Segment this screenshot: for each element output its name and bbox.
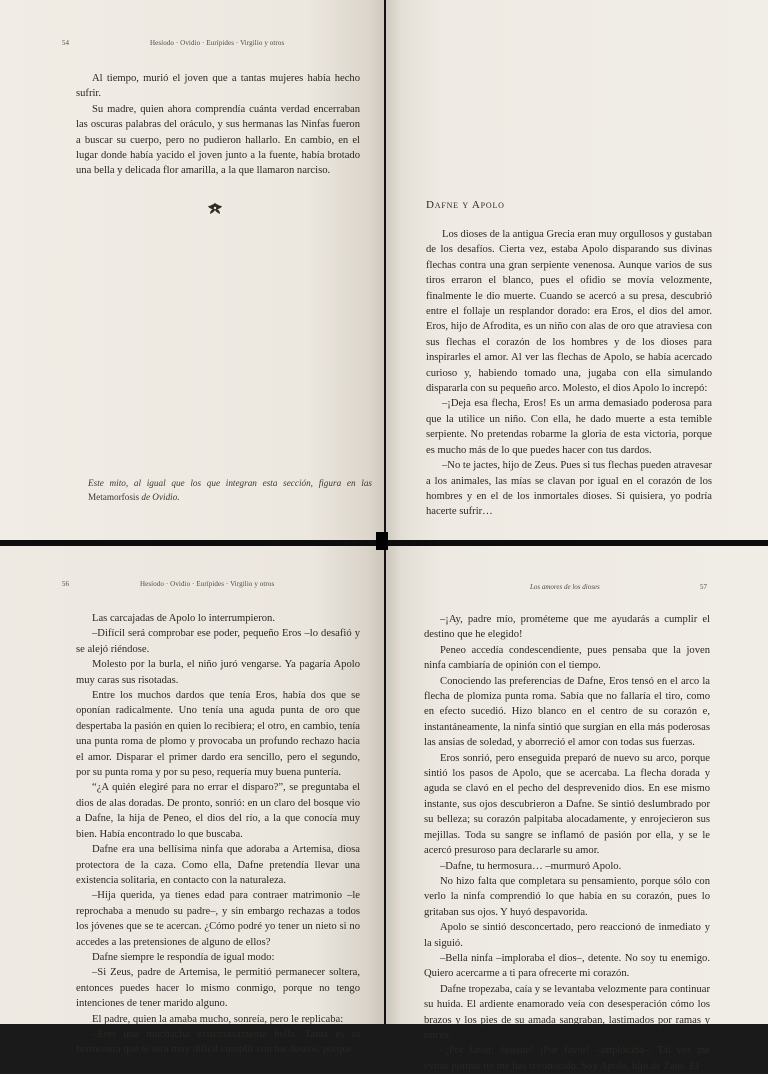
- paragraph: Dafne tropezaba, caía y se levantaba velozmente para continuar su huida. El ardiente enamorado veía con desesperación cómo los brazos y los pies de su amada sangraban, lastimados por ramas y raíces.: [424, 983, 710, 1041]
- footnote-text: Este mito, al igual que los que integran esta sección, figura en las: [88, 478, 372, 488]
- paragraph: Peneo accedía condescendiente, pues pensaba que la joven ninfa cambiaría de opinión con el tiempo.: [424, 644, 710, 672]
- paragraph: –Dafne, tu hermosura… –murmuró Apolo.: [440, 860, 622, 872]
- paragraph: Los dioses de la antigua Grecia eran muy orgullosos y gustaban de los desafíos. Cierta vez, estaba Apolo disparando sus divinas flechas contra una gran serpiente venenosa. Aunque varios de sus tiros erraron el blanco, pues el ofidio se movía velozmente, finalmente le dio muerte. Cuando se acercó a su presa, descubrió entre el follaje un resplandor dorado: era Eros, el dios del amor. Eros, hijo de Afrodita, es un niño con alas de oro que atraviesa con sus flechas el corazón de los hombres y de los dioses para inspirarles el amor. Al ver las flechas de Apolo, se había acercado curioso y, habiendo tomado una, jugaba con ella simulando dispararla con su pequeño arco. Molesto, el dios Apolo lo increpó:: [426, 229, 712, 395]
- page-number: 54: [62, 39, 69, 47]
- paragraph: Apolo se sintió desconcertado, pero reaccionó de inmediato y la siguió.: [424, 922, 710, 949]
- paragraph: –Eres una muchacha extremadamente bella. Tanta es tu hermosura que te será muy difícil cumplir con tus deseos, porque: [76, 1028, 360, 1056]
- paragraph: –¡Por favor, detente! ¡Por favor! –imploraba–. Tal vez me evitas porque no me has reconocido. Soy Apolo, hijo de Zeus. El: [424, 1045, 710, 1072]
- paragraph: –¡Deja esa flecha, Eros! Es un arma demasiado poderosa para que la utilice un niño. Con ella, he dado muerte a esta temible serpiente. No pretendas robarme la gloria de esta victoria, porque es mucho más de lo que puedes hacer con tus dardos.: [426, 398, 712, 456]
- footnote: [88, 477, 372, 504]
- page-number: 56: [62, 580, 69, 588]
- paragraph: Su madre, quien ahora comprendía cuánta verdad encerraban las oscuras palabras del oráculo, y sus hermanas las Ninfas fueron a buscar su cuerpo, pero no pudieron hallarlo. En cambio, en el lugar donde había yacido el joven junto a la fuente, había brotado una bella y delicada flor amarilla, a la que llamaron narciso.: [76, 103, 360, 177]
- section-title: Dafne y Apolo: [426, 199, 505, 211]
- text-column: [76, 611, 360, 1058]
- paragraph: Eros sonrió, pero enseguida preparó de nuevo su arco, porque sintió los pasos de Apolo, que se acercaba. La flecha dorada y aguda se clavó en el pecho del desprevenido dios. En ese mismo instante, sus ojos descubrieron a Dafne. Se sintió deslumbrado por su belleza; su corazón palpitaba alocadamente, y enrojecieron sus mejillas. Toda su sangre se inflamó de pasión por ella, y se le acercó presuroso para declararle su amor.: [424, 752, 710, 857]
- paragraph: El padre, quien la amaba mucho, sonreía, pero le replicaba:: [92, 1013, 344, 1025]
- paragraph: Las carcajadas de Apolo lo interrumpieron.: [92, 613, 275, 624]
- running-head: Los amores de los dioses: [530, 583, 600, 591]
- paragraph: Al tiempo, murió el joven que a tantas mujeres había hecho sufrir.: [76, 73, 360, 100]
- paragraph: –Bella ninfa –imploraba el dios–, detente. No soy tu enemigo. Quiero acercarme a ti para ofrecerte mi corazón.: [424, 952, 710, 980]
- text-column: [426, 227, 712, 520]
- footnote-end: de Ovidio.: [141, 491, 180, 502]
- running-head: Hesíodo · Ovidio · Eurípides · Virgilio y otros: [140, 580, 275, 588]
- paragraph: –Hija querida, ya tienes edad para contraer matrimonio –le reprochaba a menudo su padre–, y sin embargo rechazas a todos los jóvenes que se te acercan. ¿Cómo podré yo tener un nieto si no accedes a las pretensiones de alguno de ellos?: [76, 890, 360, 948]
- paragraph: Dafne siempre le respondía de igual modo:: [92, 951, 275, 963]
- paragraph: “¿A quién elegiré para no errar el disparo?”, se preguntaba el dios de alas doradas. De pronto, sonrió: en un claro del bosque vio a Dafne, la hija de Peneo, el dios del río, a la que conocía muy bien. Había encontrado lo que buscaba.: [76, 782, 360, 840]
- running-head: Hesíodo · Ovidio · Eurípides · Virgilio y otros: [150, 39, 285, 47]
- paragraph: –No te jactes, hijo de Zeus. Pues si tus flechas pueden atravesar a los animales, las mías se clavan por igual en el corazón de los hombres y en el de los inmortales dioses. Si quisiera, yo podría hacerte sufrir…: [426, 460, 712, 518]
- page-number: 57: [700, 583, 707, 591]
- paragraph: –¡Ay, padre mío, prométeme que me ayudarás a cumplir el destino que he elegido!: [424, 614, 710, 641]
- paragraph: Molesto por la burla, el niño juró vengarse. Ya pagaría Apolo muy caras sus risotadas.: [76, 659, 360, 686]
- paragraph: –Difícil será comprobar ese poder, pequeño Eros –lo desafió y se alejó riéndose.: [76, 628, 360, 655]
- footnote-title: Metamorfosis: [88, 491, 140, 502]
- paragraph: Dafne era una bellísima ninfa que adoraba a Artemisa, diosa protectora de la caza. Como ella, Dafne pretendía llevar una existencia solitaria, en contacto con la naturaleza.: [76, 844, 360, 886]
- paragraph: No hizo falta que completara su pensamiento, porque sólo con verlo la ninfa comprendió lo que había en su corazón, pues lo gritaban sus ojos. Y huyó despavorida.: [424, 875, 710, 918]
- page-tab-mark: [376, 532, 388, 550]
- ornament-fleuron-icon: [206, 202, 224, 216]
- paragraph: Entre los muchos dardos que tenía Eros, había dos que se oponían radicalmente. Uno tenía una aguda punta de oro que despertaba la pasión en quien lo recibiera; el otro, en cambio, tenía una punta roma de plomo y provocaba un profundo rechazo hacia el amor. Disparar el primer dardo era sencillo, pero el segundo, por su punta roma y por su peso, requería muy buena puntería.: [76, 690, 360, 779]
- text-column: [424, 612, 710, 1074]
- book-gutter-bottom: [384, 546, 386, 1024]
- paragraph: Conociendo las preferencias de Dafne, Eros tensó en el arco la flecha de plomiza punta roma. Sabía que no fallaría el tiro, como en efecto sucedió. Hizo blanco en el centro de su corazón e, instantáneamente, la ninfa sintió que surgían en ella más poderosas las ansias de soledad, y aborreció el amor con todas sus fuerzas.: [424, 675, 710, 749]
- paragraph: –Si Zeus, padre de Artemisa, le permitió permanecer soltera, entonces puedes hacer lo mismo conmigo, porque no tengo intenciones de tener marido alguno.: [76, 967, 360, 1010]
- book-gutter-top: [384, 0, 386, 540]
- text-column: [76, 71, 360, 179]
